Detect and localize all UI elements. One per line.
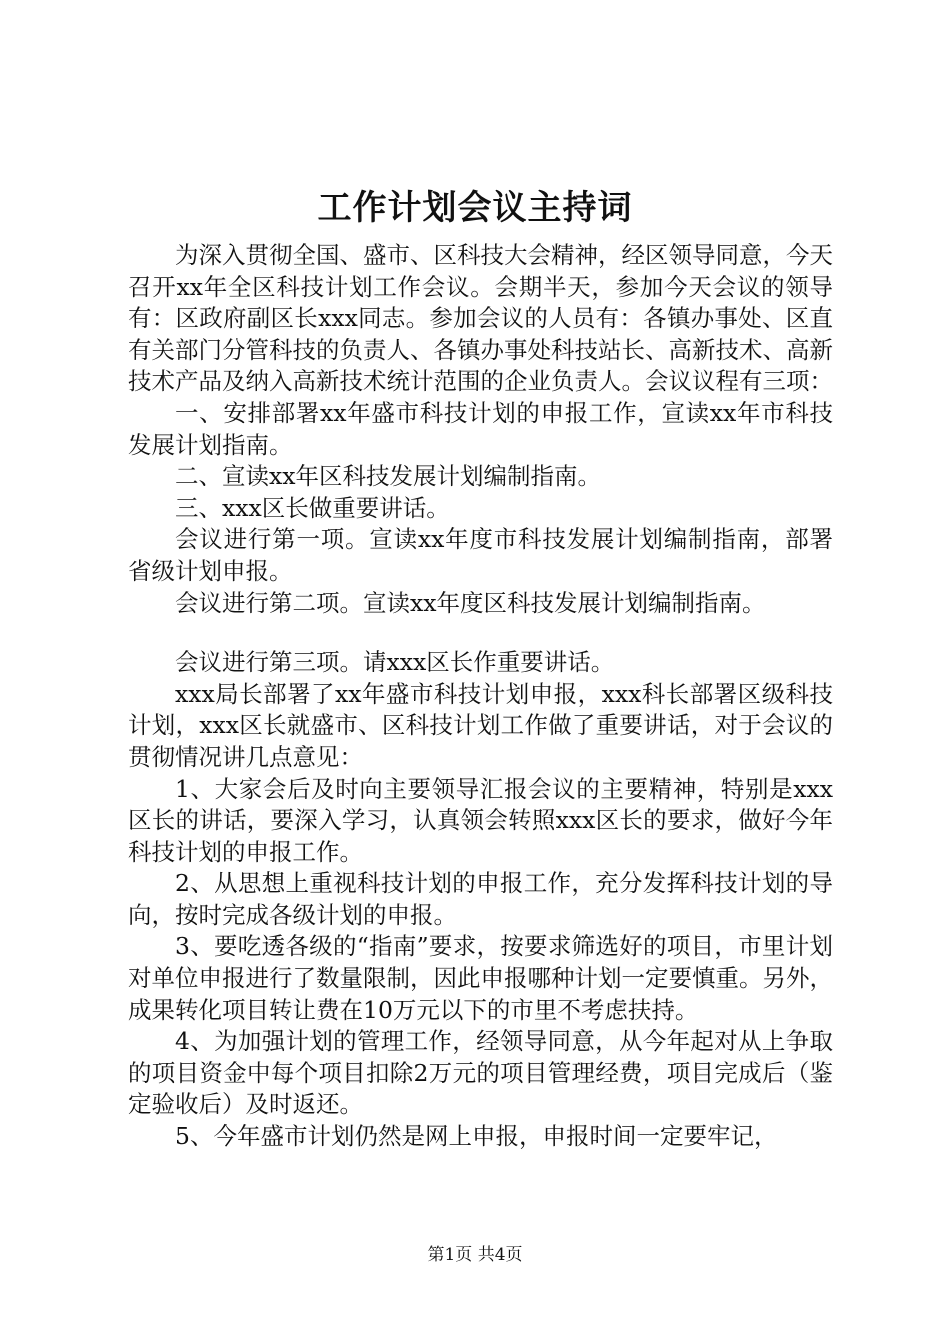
paragraph-point-1: 1、大家会后及时向主要领导汇报会议的主要精神，特别是xxx区长的讲话，要深入学习，认真领会转照xxx区长的要求，做好今年科技计划的申报工作。 (128, 774, 833, 866)
paragraph-agenda-2: 二、宣读xx年区科技发展计划编制指南。 (175, 462, 602, 491)
paragraph-intro: 为深入贯彻全国、盛市、区科技大会精神，经区领导同意，今天召开xx年全区科技计划工作会议。会期半天，参加今天会议的领导有：区政府副区长xxx同志。参加会议的人员有：各镇办事处、区直有关部门分管科技的负责人、各镇办事处科技站长、高新技术、高新技术产品及纳入高新技术统计范围的企业负责人。会议议程有三项： (128, 241, 833, 396)
paragraph-item-2: 会议进行第二项。宣读xx年度区科技发展计划编制指南。 (175, 588, 766, 617)
paragraph-item-3: 会议进行第三项。请xxx区长作重要讲话。 (175, 648, 615, 677)
paragraph-point-4: 4、为加强计划的管理工作，经领导同意，从今年起对从上争取的项目资金中每个项目扣除2万元的项目管理经费，项目完成后（鉴定验收后）及时返还。 (128, 1027, 833, 1119)
paragraph-point-5: 5、今年盛市计划仍然是网上申报，申报时间一定要牢记， (175, 1122, 778, 1151)
document-title: 工作计划会议主持词 (317, 188, 633, 228)
document-body (128, 240, 833, 1153)
paragraph-item-1: 会议进行第一项。宣读xx年度市科技发展计划编制指南，部署省级计划申报。 (128, 525, 833, 585)
paragraph-summary: xxx局长部署了xx年盛市科技计划申报，xxx科长部署区级科技计划，xxx区长就盛市、区科技计划工作做了重要讲话，对于会议的贯彻情况讲几点意见： (128, 679, 833, 771)
paragraph-point-3: 3、要吃透各级的“指南”要求，按要求筛选好的项目，市里计划对单位申报进行了数量限制，因此申报哪种计划一定要慎重。另外，成果转化项目转让费在10万元以下的市里不考虑扶持。 (128, 932, 833, 1024)
paragraph-agenda-3: 三、xxx区长做重要讲话。 (175, 493, 450, 522)
page-number-footer: 第1页 共4页 (427, 1245, 523, 1265)
paragraph-point-2: 2、从思想上重视科技计划的申报工作，充分发挥科技计划的导向，按时完成各级计划的申报。 (128, 869, 833, 929)
paragraph-agenda-1: 一、安排部署xx年盛市科技计划的申报工作，宣读xx年市科技发展计划指南。 (128, 398, 833, 459)
